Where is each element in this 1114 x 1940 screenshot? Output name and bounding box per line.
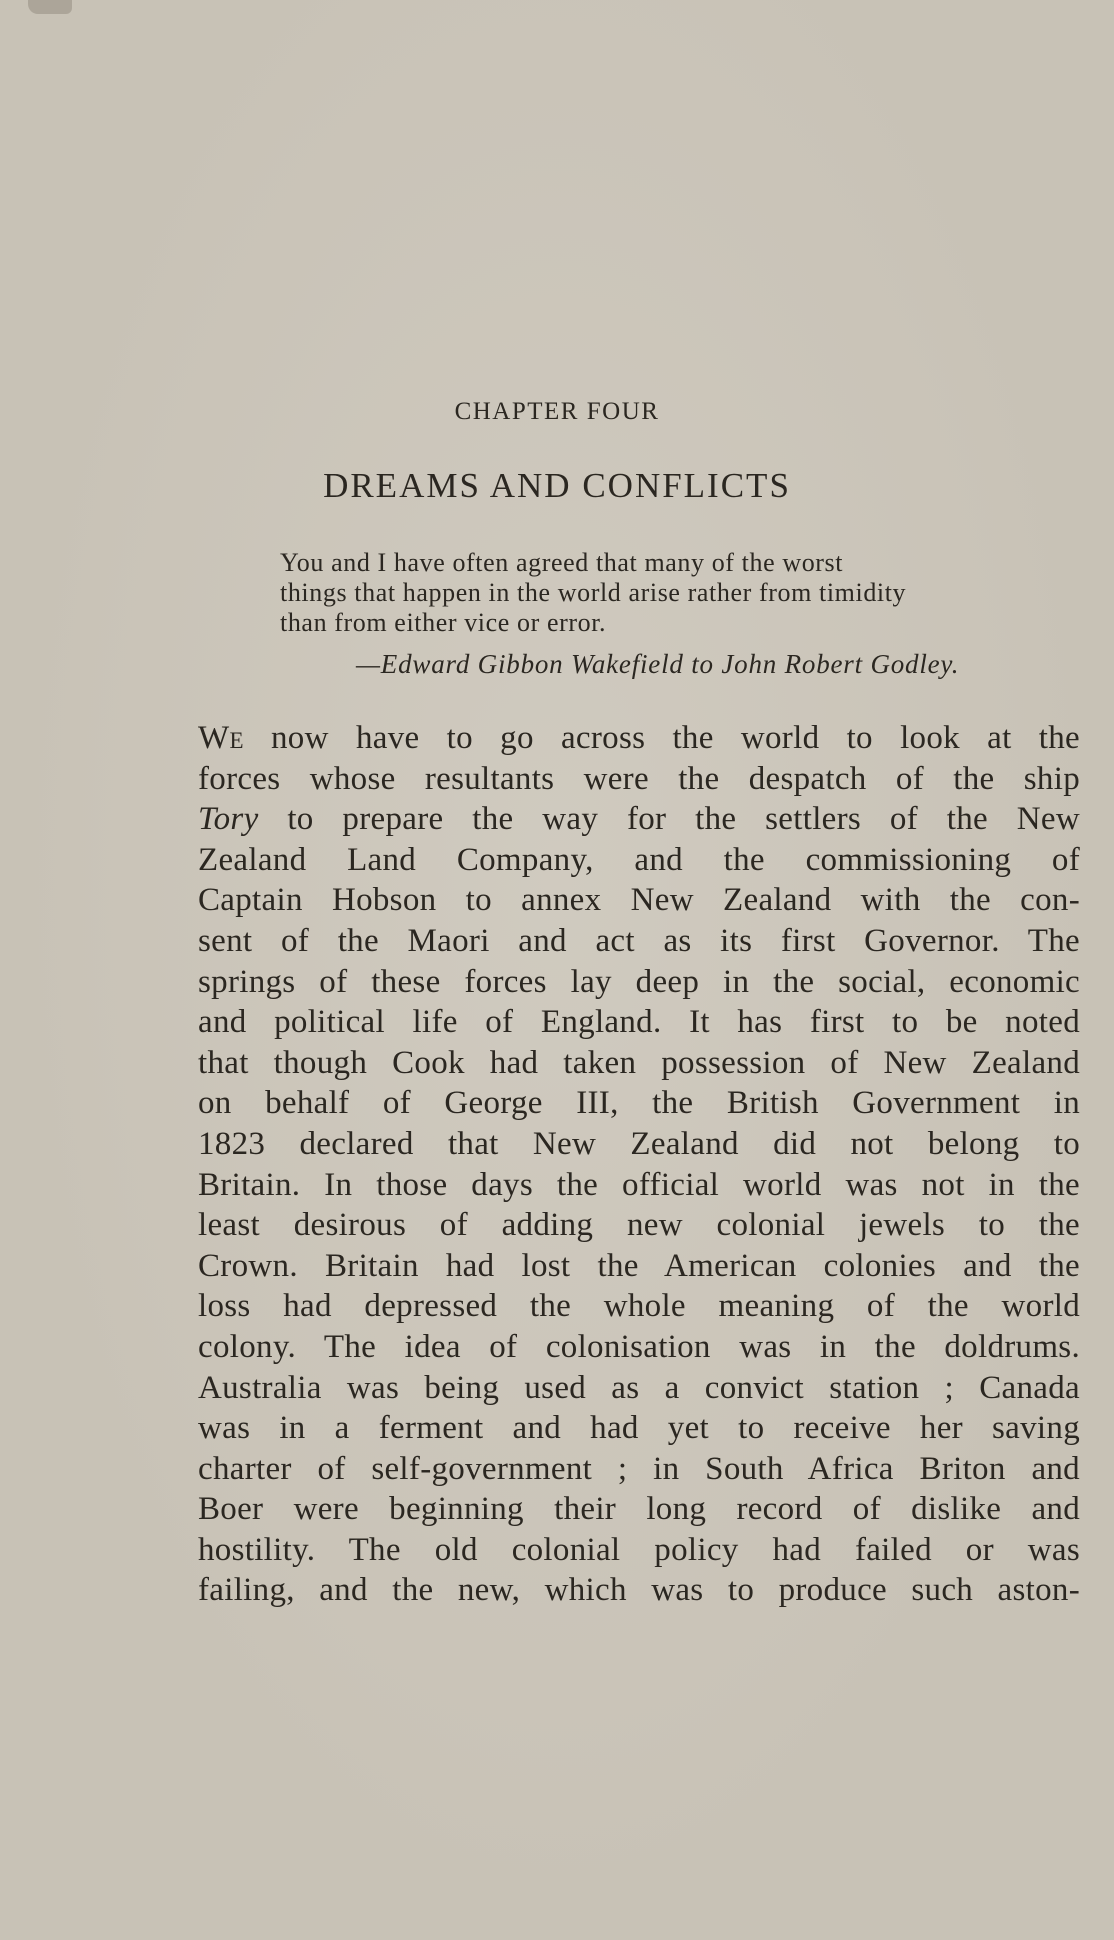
body-line: Zealand Land Company, and the commissioning of xyxy=(198,841,1080,878)
body-line: on behalf of George III, the British Government in xyxy=(198,1085,1080,1122)
body-line: colony. The idea of colonisation was in the doldrums. xyxy=(198,1328,1080,1365)
body-line: was in a ferment and had yet to receive her saving xyxy=(198,1410,1080,1447)
body-line: loss had depressed the whole meaning of the world xyxy=(198,1288,1080,1325)
body-line: and political life of England. It has first to be noted xyxy=(198,1004,1080,1041)
body-line: springs of these forces lay deep in the social, economic xyxy=(198,963,1080,1000)
body-line: failing, and the new, which was to produce such aston- xyxy=(198,1572,1080,1609)
epigraph-attribution: —Edward Gibbon Wakefield to John Robert Godley. xyxy=(356,649,960,679)
body-line xyxy=(198,799,1080,840)
body-line: hostility. The old colonial policy had failed or was xyxy=(198,1531,1080,1568)
body-line-text: now have to go across the world to look at the xyxy=(243,720,1080,756)
body-line: Britain. In those days the official world was not in the xyxy=(198,1166,1080,1203)
body-line: least desirous of adding new colonial jewels to the xyxy=(198,1207,1080,1244)
page-corner-stain xyxy=(28,0,72,14)
body-line: that though Cook had taken possession of New Zealand xyxy=(198,1044,1080,1081)
body-line: forces whose resultants were the despatch of the ship xyxy=(198,760,1080,797)
body-text xyxy=(198,718,1080,1611)
epigraph-line: things that happen in the world arise rather from timidity xyxy=(280,578,907,607)
body-line: Boer were beginning their long record of dislike and xyxy=(198,1491,1080,1528)
epigraph-line: You and I have often agreed that many of the worst xyxy=(280,548,844,577)
body-line: Crown. Britain had lost the American colonies and the xyxy=(198,1247,1080,1284)
chapter-label: CHAPTER FOUR xyxy=(454,398,660,425)
opening-word: We xyxy=(198,720,244,756)
body-line xyxy=(198,718,1080,759)
body-line: Australia was being used as a convict station ; Canada xyxy=(198,1369,1080,1406)
chapter-title: DREAMS AND CONFLICTS xyxy=(323,466,791,505)
body-line: 1823 declared that New Zealand did not belong to xyxy=(198,1125,1080,1162)
body-line: charter of self-government ; in South Africa Briton and xyxy=(198,1450,1080,1487)
body-line: sent of the Maori and act as its first Governor. The xyxy=(198,922,1080,959)
body-line-text: to prepare the way for the settlers of the New xyxy=(258,801,1080,838)
ship-name: Tory xyxy=(198,801,259,838)
epigraph-line: than from either vice or error. xyxy=(280,608,607,637)
epigraph xyxy=(280,548,1014,638)
body-line: Captain Hobson to annex New Zealand with the con- xyxy=(198,882,1080,919)
